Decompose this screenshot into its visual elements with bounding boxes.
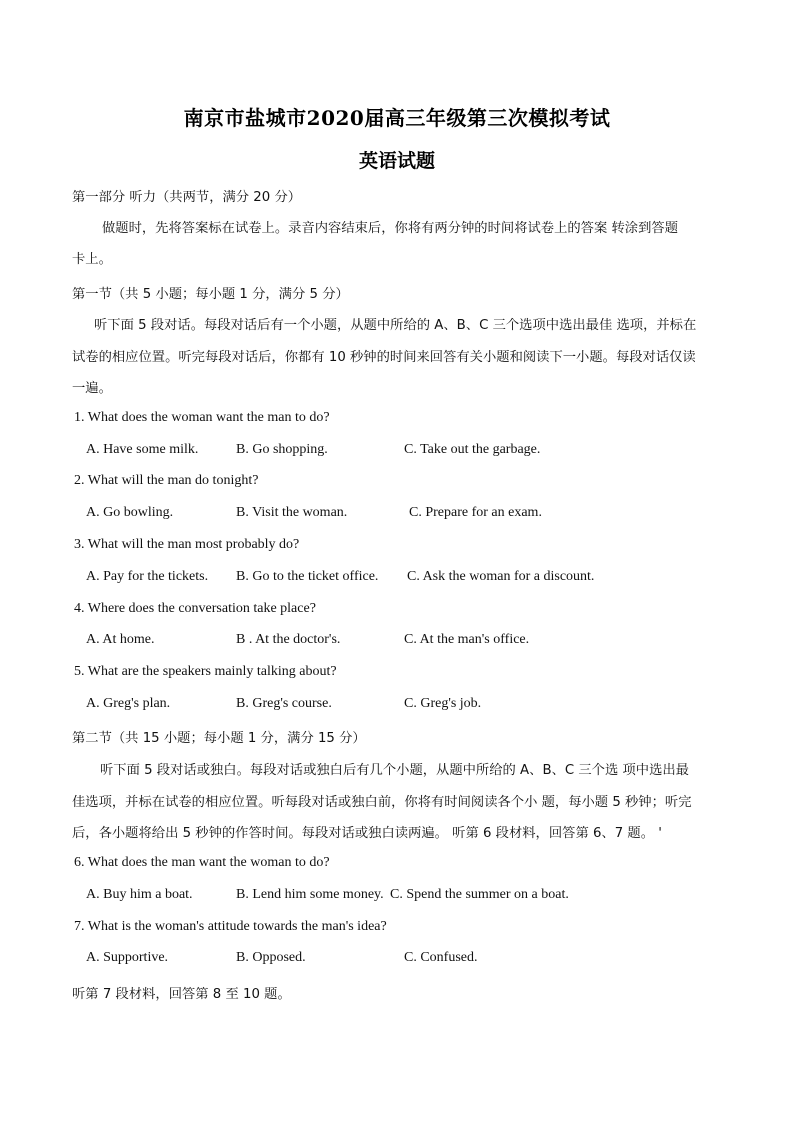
question-6-option-b: B. Lend him some money.	[236, 887, 384, 902]
section2-heading: 第二节（共 15 小题；每小题 1 分，满分 15 分）	[72, 731, 366, 746]
question-7-option-c: C. Confused.	[404, 950, 478, 965]
question-3-option-a: A. Pay for the tickets.	[86, 569, 209, 584]
question-6-option-a: A. Buy him a boat.	[86, 887, 193, 902]
section2-line-2: 佳选项，并标在试卷的相应位置。听每段对话或独白前，你将有时间阅读各个小 题，每小题 5 秒钟；听完	[72, 795, 692, 810]
question-6-stem: 6. What does the man want the woman to do?	[74, 855, 330, 870]
question-6-option-c: C. Spend the summer on a boat.	[390, 887, 569, 902]
question-5-option-a: A. Greg's plan.	[86, 696, 171, 711]
section1-heading: 第一节（共 5 小题；每小题 1 分，满分 5 分）	[72, 287, 349, 302]
question-2-option-a: A. Go bowling.	[86, 505, 174, 520]
question-3-option-c: C. Ask the woman for a discount.	[407, 569, 595, 584]
question-7-stem: 7. What is the woman's attitude towards the man's idea?	[74, 919, 387, 934]
question-5-stem: 5. What are the speakers mainly talking about?	[74, 664, 337, 679]
question-7-option-a: A. Supportive.	[86, 950, 169, 965]
question-2-option-b: B. Visit the woman.	[236, 505, 348, 520]
part1-heading: 第一部分 听力（共两节，满分 20 分）	[72, 190, 302, 205]
exam-subtitle: 英语试题	[358, 150, 435, 172]
section1-line-2: 试卷的相应位置。听完每段对话后，你都有 10 秒钟的时间来回答有关小题和阅读下一小题。每段对话仅读	[72, 350, 696, 365]
question-1-option-a: A. Have some milk.	[86, 442, 199, 457]
footer-line: 听第 7 段材料，回答第 8 至 10 题。	[72, 987, 291, 1002]
question-4-stem: 4. Where does the conversation take place?	[74, 601, 316, 616]
section1-line-3: 一遍。	[72, 381, 112, 396]
instructions-line-1: 做题时，先将答案标在试卷上。录音内容结束后，你将有两分钟的时间将试卷上的答案 转涂到答题	[102, 221, 678, 236]
question-3-stem: 3. What will the man most probably do?	[74, 537, 300, 552]
question-2-stem: 2. What will the man do tonight?	[74, 473, 259, 488]
question-4-option-c: C. At the man's office.	[404, 632, 530, 647]
section2-line-3: 后，各小题将给出 5 秒钟的作答时间。每段对话或独白读两遍。 听第 6 段材料，回答第 6、7 题。 '	[72, 826, 662, 841]
question-4-option-a: A. At home.	[86, 632, 155, 647]
question-7-option-b: B. Opposed.	[236, 950, 306, 965]
exam-title: 南京市盐城市2020届高三年级第三次模拟考试	[183, 106, 611, 130]
question-2-option-c: C. Prepare for an exam.	[409, 505, 542, 520]
question-5-option-b: B. Greg's course.	[236, 696, 332, 711]
section1-line-1: 听下面 5 段对话。每段对话后有一个小题，从题中所给的 A、B、C 三个选项中选出最佳 选项，并标在	[94, 318, 697, 333]
question-4-option-b: B . At the doctor's.	[236, 632, 341, 647]
question-1-option-c: C. Take out the garbage.	[404, 442, 541, 457]
instructions-line-2: 卡上。	[72, 252, 112, 267]
question-3-option-b: B. Go to the ticket office.	[236, 569, 379, 584]
section2-line-1: 听下面 5 段对话或独白。每段对话或独白后有几个小题，从题中所给的 A、B、C 三个选 项中选出最	[100, 763, 689, 778]
question-5-option-c: C. Greg's job.	[404, 696, 482, 711]
question-1-stem: 1. What does the woman want the man to do?	[74, 410, 330, 425]
question-1-option-b: B. Go shopping.	[236, 442, 328, 457]
